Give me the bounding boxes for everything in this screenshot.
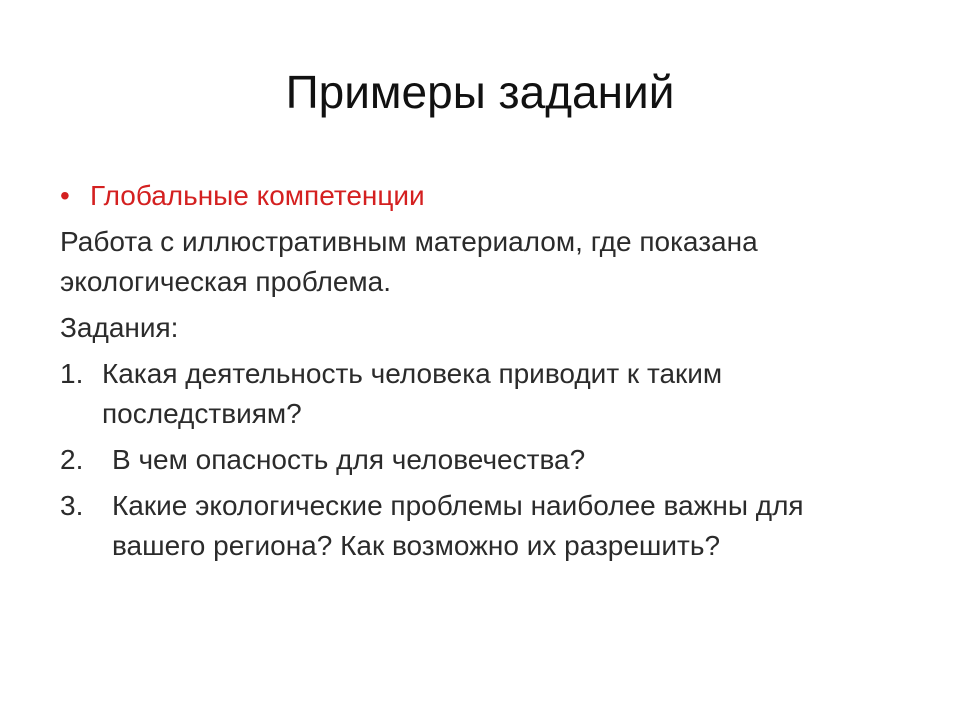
task-item-3 [60,486,900,566]
task-text: Какая деятельность человека приводит к таким последствиям? [102,358,723,429]
task-number: 1. [60,358,84,389]
task-list [60,354,900,566]
task-number: 2. [60,444,84,475]
bullet-heading-text: Глобальные компетенции [90,180,425,211]
bullet-marker: • [60,180,70,211]
task-item-1 [60,354,900,434]
slide-content [60,176,900,572]
tasks-label: Задания: [60,312,179,343]
task-item-2 [60,440,900,480]
description-paragraph: Работа с иллюстративным материалом, где показана экологическая проблема. [60,226,758,297]
task-text: Какие экологические проблемы наиболее важны для вашего региона? Как возможно их разрешить? [112,490,804,561]
slide-title: Примеры заданий [285,66,675,118]
task-text: В чем опасность для человечества? [112,444,586,475]
task-number: 3. [60,490,84,521]
bullet-heading [60,176,900,216]
